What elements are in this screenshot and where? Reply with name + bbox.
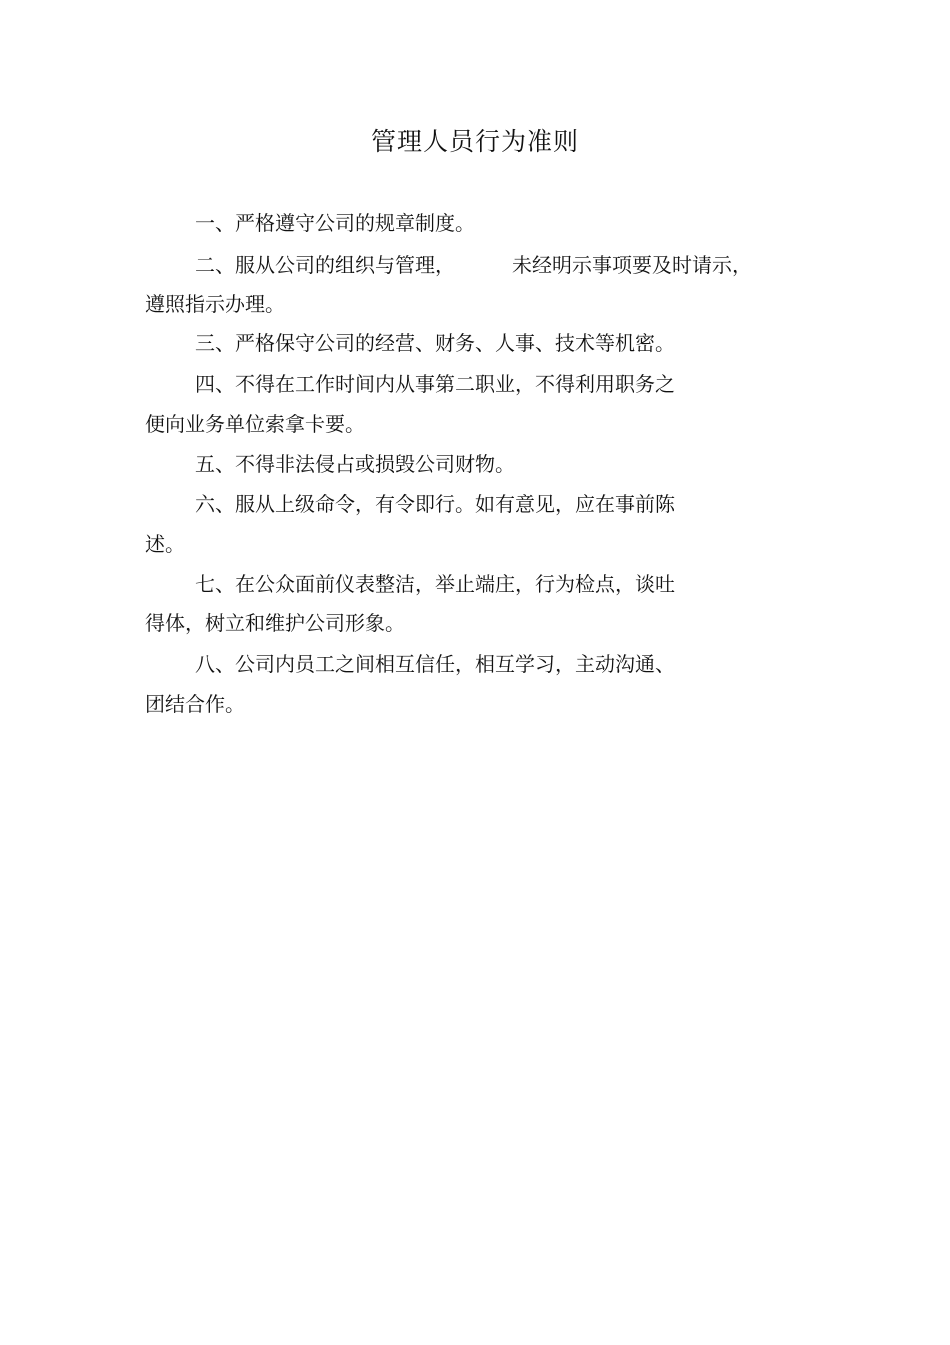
- rule-7-line-2: 得体，树立和维护公司形象。: [145, 611, 405, 635]
- rule-7-line-1: 七、在公众面前仪表整洁，举止端庄，行为检点，谈吐: [195, 572, 675, 596]
- rule-2-line-1b: 未经明示事项要及时请示，: [512, 253, 752, 277]
- rule-3-line: 三、严格保守公司的经营、财务、人事、技术等机密。: [195, 331, 675, 355]
- rule-6-line-1: 六、服从上级命令，有令即行。如有意见，应在事前陈: [195, 492, 675, 516]
- rule-2-line-2: 遵照指示办理。: [145, 292, 285, 316]
- rule-6-line-2: 述。: [145, 532, 185, 556]
- rule-4-line-2: 便向业务单位索拿卡要。: [145, 412, 365, 436]
- rule-2-line-1a: 二、服从公司的组织与管理，: [195, 253, 455, 277]
- document-title: 管理人员行为准则: [370, 127, 579, 156]
- rule-8-line-1: 八、公司内员工之间相互信任，相互学习，主动沟通、: [195, 652, 675, 676]
- rule-1-line: 一、严格遵守公司的规章制度。: [195, 211, 475, 235]
- rule-8-line-2: 团结合作。: [145, 692, 245, 716]
- rule-5-line: 五、不得非法侵占或损毁公司财物。: [195, 452, 515, 476]
- rule-4-line-1: 四、不得在工作时间内从事第二职业，不得利用职务之: [195, 372, 675, 396]
